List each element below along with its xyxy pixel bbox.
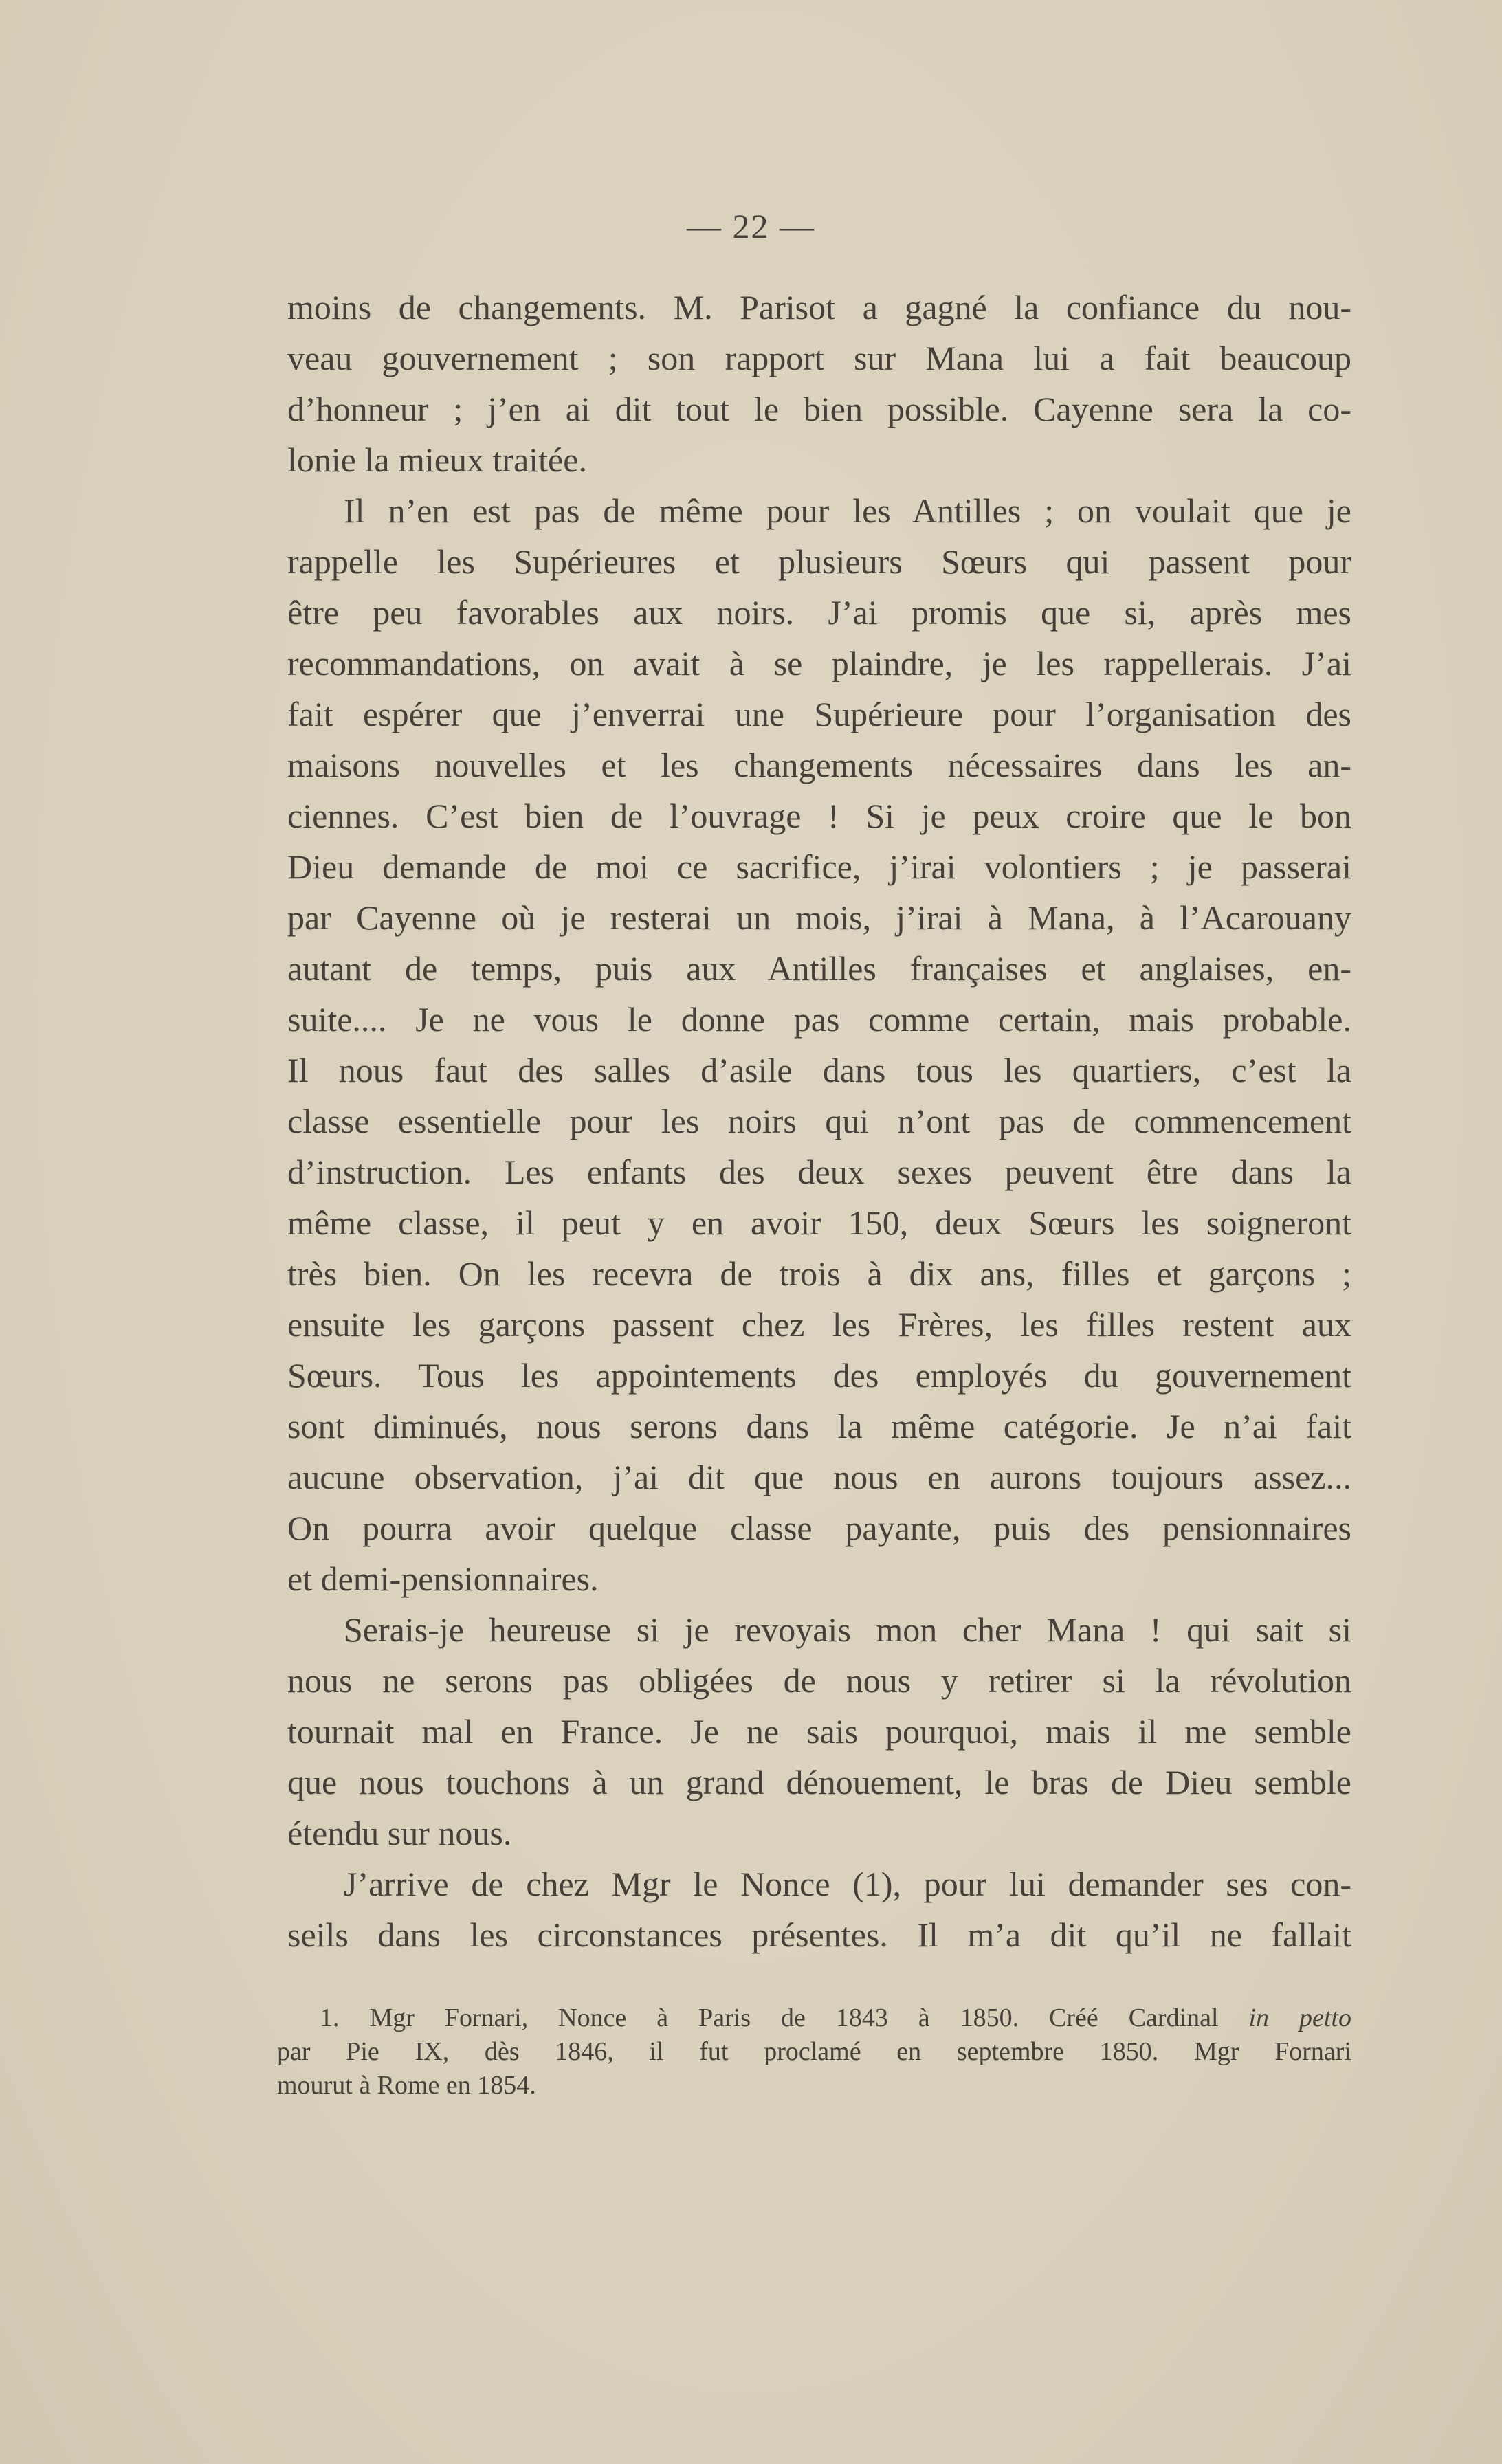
text-line: aucune observation, j’ai dit que nous en aurons toujours assez... [287,1458,1351,1496]
text-line: seils dans les circonstances présentes. Il m’a dit qu’il ne fallait [287,1916,1351,1954]
text-line: maisons nouvelles et les changements nécessaires dans les an- [287,746,1351,784]
footnote-line [277,2001,1351,2035]
text-line: et demi-pensionnaires. [287,1560,599,1598]
text-line: nous ne serons pas obligées de nous y retirer si la révolution [287,1661,1351,1700]
text-line: recommandations, on avait à se plaindre, je les rappellerais. J’ai [287,644,1351,682]
text-line: ciennes. C’est bien de l’ouvrage ! Si je peux croire que le bon [287,797,1351,835]
footnote-italic: in petto [1248,2004,1351,2032]
text-line: étendu sur nous. [287,1814,512,1852]
text-line: sont diminués, nous serons dans la même catégorie. Je n’ai fait [287,1407,1351,1445]
text-line: Il nous faut des salles d’asile dans tous les quartiers, c’est la [287,1051,1351,1089]
text-line: veau gouvernement ; son rapport sur Mana lui a fait beaucoup [287,339,1351,377]
text-line: même classe, il peut y en avoir 150, deux Sœurs les soigneront [287,1203,1351,1242]
text-line: Dieu demande de moi ce sacrifice, j’irai volontiers ; je passerai [287,847,1351,886]
footnote-text: 1. Mgr Fornari, Nonce à Paris de 1843 à 1850. Créé Cardinal [320,2004,1249,2032]
text-line: autant de temps, puis aux Antilles françaises et anglaises, en- [287,949,1351,988]
body-text [287,282,1351,1960]
text-line: ensuite les garçons passent chez les Frères, les filles restent aux [287,1305,1351,1344]
text-line: suite.... Je ne vous le donne pas comme certain, mais probable. [287,1000,1351,1039]
page-number: — 22 — [687,207,815,245]
footnote-line: mourut à Rome en 1854. [277,2071,536,2100]
footnote [277,2001,1351,2102]
text-line: être peu favorables aux noirs. J’ai promis que si, après mes [287,593,1351,632]
text-line: Sœurs. Tous les appointements des employés du gouvernement [287,1356,1351,1395]
text-line: On pourra avoir quelque classe payante, puis des pensionnaires [287,1509,1351,1547]
text-line: très bien. On les recevra de trois à dix ans, filles et garçons ; [287,1254,1351,1293]
text-line: rappelle les Supérieures et plusieurs Sœurs qui passent pour [287,542,1351,581]
footnote-line: par Pie IX, dès 1846, il fut proclamé en septembre 1850. Mgr Fornari [277,2037,1351,2066]
text-line: lonie la mieux traitée. [287,441,587,479]
text-line: classe essentielle pour les noirs qui n’ont pas de commencement [287,1102,1351,1140]
text-line: d’honneur ; j’en ai dit tout le bien possible. Cayenne sera la co- [287,390,1351,428]
text-line: J’arrive de chez Mgr le Nonce (1), pour lui demander ses con- [344,1865,1351,1903]
text-line: moins de changements. M. Parisot a gagné la confiance du nou- [287,288,1351,326]
text-line: que nous touchons à un grand dénouement, le bras de Dieu semble [287,1763,1351,1801]
text-line: Il n’en est pas de même pour les Antilles ; on voulait que je [344,491,1351,530]
text-line: tournait mal en France. Je ne sais pourquoi, mais il me semble [287,1712,1351,1751]
text-line: par Cayenne où je resterai un mois, j’irai à Mana, à l’Acarouany [287,898,1351,937]
text-line: d’instruction. Les enfants des deux sexes peuvent être dans la [287,1153,1351,1191]
text-line: Serais-je heureuse si je revoyais mon cher Mana ! qui sait si [344,1610,1351,1649]
text-line: fait espérer que j’enverrai une Supérieure pour l’organisation des [287,695,1351,733]
